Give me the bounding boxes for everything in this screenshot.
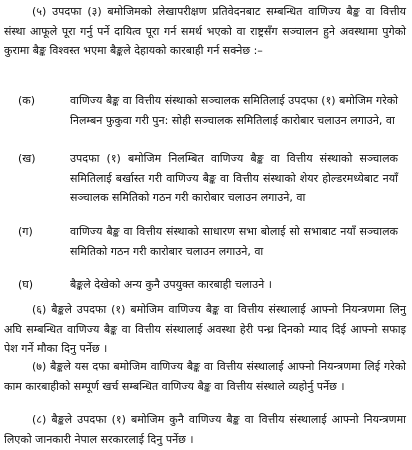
clause-text: वाणिज्य बैङ्क वा वित्तीय संस्थाको साधारण सभा बोलाई सो सभाबाट नयाँ सञ्चालक समितिको गठन गरी कारोबार चलाउन लगाउने, वा [70,225,398,258]
clause-ka [18,91,398,130]
paragraph-8: (८) बैङ्कले उपदफा (१) बमोजिम कुनै वाणिज्य बैङ्क वा वित्तीय संस्थालाई आफ्नो नियन्त्रणमा लिएको जानकारी नेपाल सरकारलाई दिनु पर्नेछ । [4,413,406,446]
clause-kha [18,149,398,208]
clause-marker: (घ) [18,278,34,291]
clause-text: वाणिज्य बैङ्क वा वित्तीय संस्थाको सञ्चालक समितिलाई उपदफा (१) बमोजिम गरेको निलम्बन फुकुवा गरी पुन: सोही सञ्चालक समितिलाई कारोबार चलाउन लगाउने, वा [70,94,398,127]
clause-gha [18,275,398,295]
clause-marker: (क) [18,94,36,107]
clause-marker: (ख) [18,152,36,165]
clause-text: बैङ्कले देखेको अन्य कुनै उपयुक्त कारबाही चलाउने । [70,278,272,291]
paragraph-6: (६) बैङ्कले उपदफा (१) बमोजिम वाणिज्य बैङ्क वा वित्तीय संस्थालाई आफ्नो नियन्त्रणमा लिनु अघि सम्बन्धित वाणिज्य बैङ्क वा वित्तीय संस्थालाई अवस्था हेरी पन्ध्र दिनको म्याद दिई आफ्नो सफाइ पेश गर्ने मौका दिनु पर्नेछ । [4,303,406,355]
clause-marker: (ग) [18,225,33,238]
clause-ga [18,222,398,261]
paragraph-5: (५) उपदफा (३) बमोजिमको लेखापरीक्षण प्रतिवेदनबाट सम्बन्धित वाणिज्य बैङ्क वा वित्तीय संस्था आफूले पूरा गर्नु पर्ने दायित्व पूरा गर्न समर्थ भएको वा राष्ट्रसँग सञ्चालन हुने अवस्थामा पुगेको कुरामा बैङ्क विश्वस्त भएमा बैङ्कले देहायको कारबाही गर्न सक्नेछ :– [4,5,406,57]
clause-text: उपदफा (१) बमोजिम निलम्बित वाणिज्य बैङ्क वा वित्तीय संस्थाको सञ्चालक समितिलाई बर्खास्त गरी वाणिज्य बैङ्क वा वित्तीय संस्थाको शेयर होल्डरमध्येबाट नयाँ सञ्चालक समितिको गठन गरी कारोबार चलाउन लगाउने, वा [70,152,398,204]
paragraph-7: (७) बैङ्कले यस दफा बमोजिम वाणिज्य बैङ्क वा वित्तीय संस्थालाई आफ्नो नियन्त्रणमा लिई गरेको काम कारबाहीको सम्पूर्ण खर्च सम्बन्धित वाणिज्य बैङ्क वा वित्तीय संस्थाले व्यहोर्नु पर्नेछ । [4,360,406,393]
